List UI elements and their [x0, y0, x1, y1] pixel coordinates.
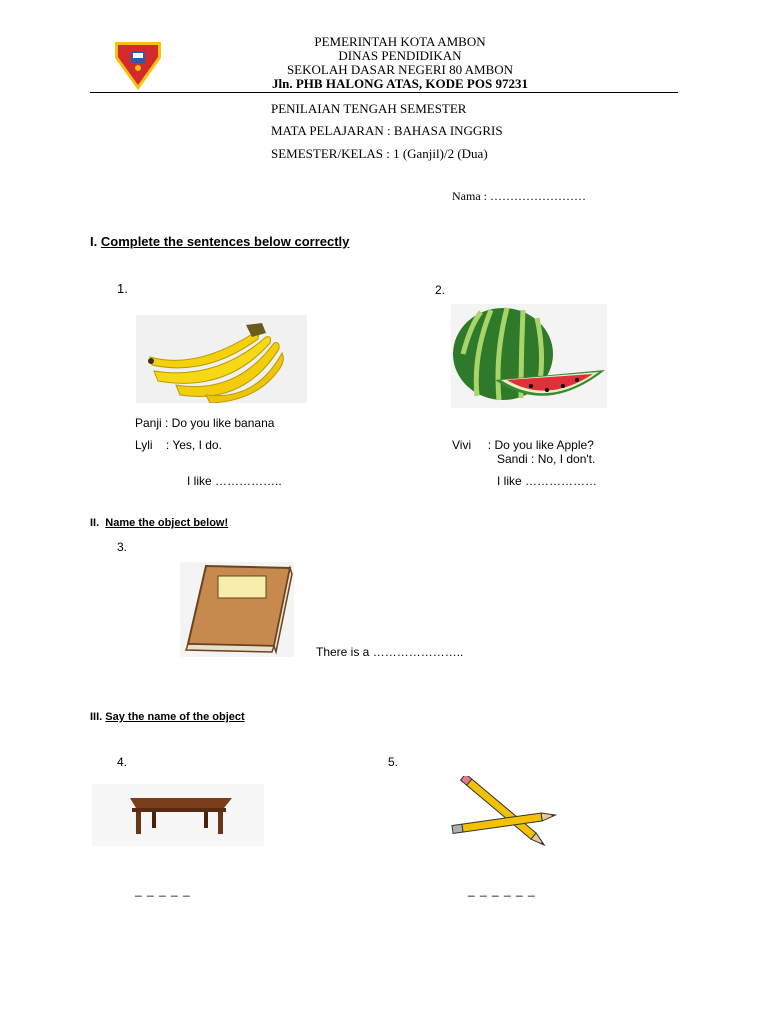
- exam-semester: SEMESTER/KELAS : 1 (Ganjil)/2 (Dua): [271, 146, 488, 161]
- section-2-numeral: II.: [90, 517, 100, 529]
- section-1-title: Complete the sentences below correctly: [100, 234, 350, 249]
- q2-number: 2.: [435, 283, 446, 297]
- pencils-image: [448, 776, 564, 850]
- header-line-3: SEKOLAH DASAR NEGERI 80 AMBON: [286, 62, 514, 77]
- q3-line: There is a …………………..: [316, 645, 464, 659]
- section-2-heading: [90, 517, 228, 529]
- q1-line-2: Lyli : Yes, I do.: [135, 438, 222, 452]
- exam-subject: MATA PELAJARAN : BAHASA INGGRIS: [271, 123, 503, 138]
- section-3-title: Say the name of the object: [105, 711, 245, 723]
- header-line-2: DINAS PENDIDIKAN: [338, 48, 462, 63]
- name-field: Nama : ……………………: [452, 189, 586, 203]
- q5-blanks: _ _ _ _ _ _: [468, 883, 536, 897]
- q3-number: 3.: [117, 540, 128, 554]
- q4-number: 4.: [117, 755, 128, 769]
- section-3-heading: [90, 711, 245, 723]
- table-image: [92, 784, 264, 846]
- q2-line-1: Vivi : Do you like Apple?: [452, 438, 594, 452]
- watermelon-image: [451, 304, 607, 408]
- section-3-numeral: III.: [90, 711, 103, 723]
- q1-line-1: Panji : Do you like banana: [135, 416, 275, 430]
- q5-number: 5.: [388, 755, 399, 769]
- header-line-4: Jln. PHB HALONG ATAS, KODE POS 97231: [272, 76, 528, 91]
- q4-blanks: _ _ _ _ _: [135, 883, 191, 897]
- q2-line-3: I like ………………: [497, 474, 598, 488]
- school-emblem-icon: [112, 38, 164, 92]
- section-1-numeral: I.: [90, 234, 98, 249]
- exam-title: PENILAIAN TENGAH SEMESTER: [271, 101, 467, 116]
- book-image: [180, 562, 294, 657]
- q1-number: 1.: [117, 281, 128, 296]
- section-2-title: Name the object below!: [105, 517, 229, 529]
- q2-line-2: Sandi : No, I don't.: [497, 452, 596, 466]
- section-1-heading: [90, 234, 349, 249]
- header-line-1: PEMERINTAH KOTA AMBON: [314, 34, 486, 49]
- q1-line-3: I like ……………..: [187, 474, 282, 488]
- header-divider: [90, 92, 678, 93]
- banana-image: [136, 315, 307, 403]
